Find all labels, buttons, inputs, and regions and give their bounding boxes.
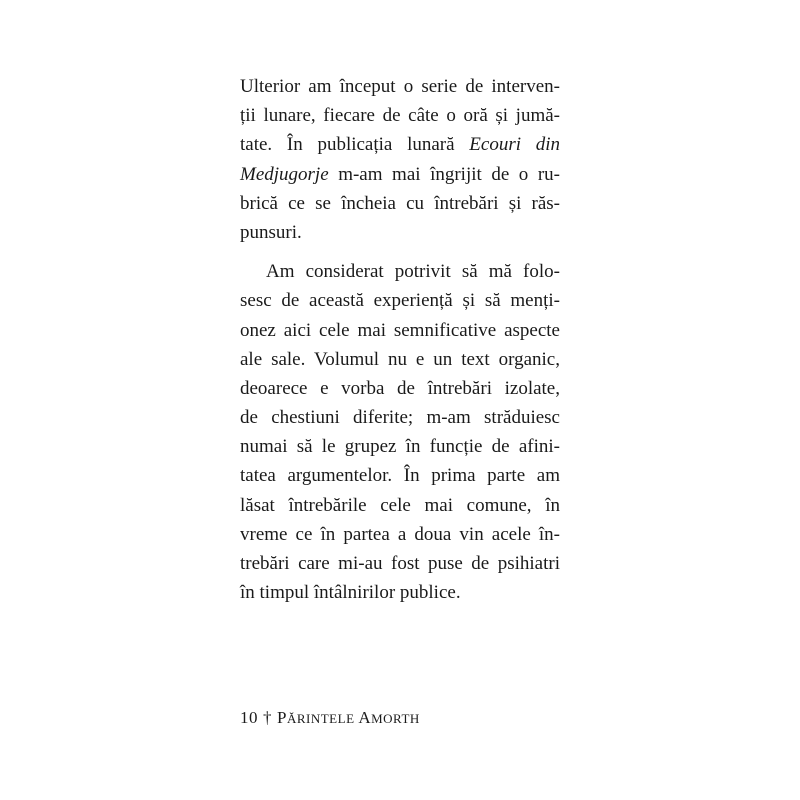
body-text: [240, 72, 560, 607]
text-line: tate. În publicația lunară Ecouri din: [240, 134, 560, 156]
paragraph-2: [240, 257, 560, 607]
text-line: onez aici cele mai semnificative aspecte: [240, 319, 560, 341]
text-line: brică ce se încheia cu întrebări și răs-: [240, 192, 560, 214]
text-line: ții lunare, fiecare de câte o oră și jumă-: [240, 105, 560, 127]
text-line: sesc de această experiență și să menți-: [240, 290, 560, 312]
text-line: ale sale. Volumul nu e un text organic,: [240, 348, 560, 370]
text-line: lăsat întrebările cele mai comune, în: [240, 494, 560, 516]
running-head: PĂRINTELE AMORTH: [277, 708, 420, 727]
dagger-separator: †: [263, 708, 272, 727]
italic-title: Medjugorje: [240, 163, 329, 185]
text-line: deoarece e vorba de întrebări izolate,: [240, 377, 560, 399]
text-line: punsuri.: [240, 221, 302, 243]
text-line: Am considerat potrivit să mă folo-: [266, 261, 560, 283]
text-line: vreme ce în partea a doua vin acele în-: [240, 523, 560, 545]
paragraph-1: [240, 72, 560, 247]
text-line: Ulterior am început o serie de interven-: [240, 76, 560, 97]
text-line: numai să le grupez în funcție de afini-: [240, 436, 560, 458]
text-line: tatea argumentelor. În prima parte am: [240, 465, 560, 487]
page-footer: [240, 708, 420, 728]
italic-title: Ecouri din: [469, 134, 560, 156]
text-line: trebări care mi-au fost puse de psihiatri: [240, 553, 560, 574]
text-line: în timpul întâlnirilor publice.: [240, 582, 461, 604]
text-line: Medjugorje m-am mai îngrijit de o ru-: [240, 163, 560, 185]
page-number: 10: [240, 708, 258, 727]
text-line: de chestiuni diferite; m-am străduiesc: [240, 407, 560, 429]
